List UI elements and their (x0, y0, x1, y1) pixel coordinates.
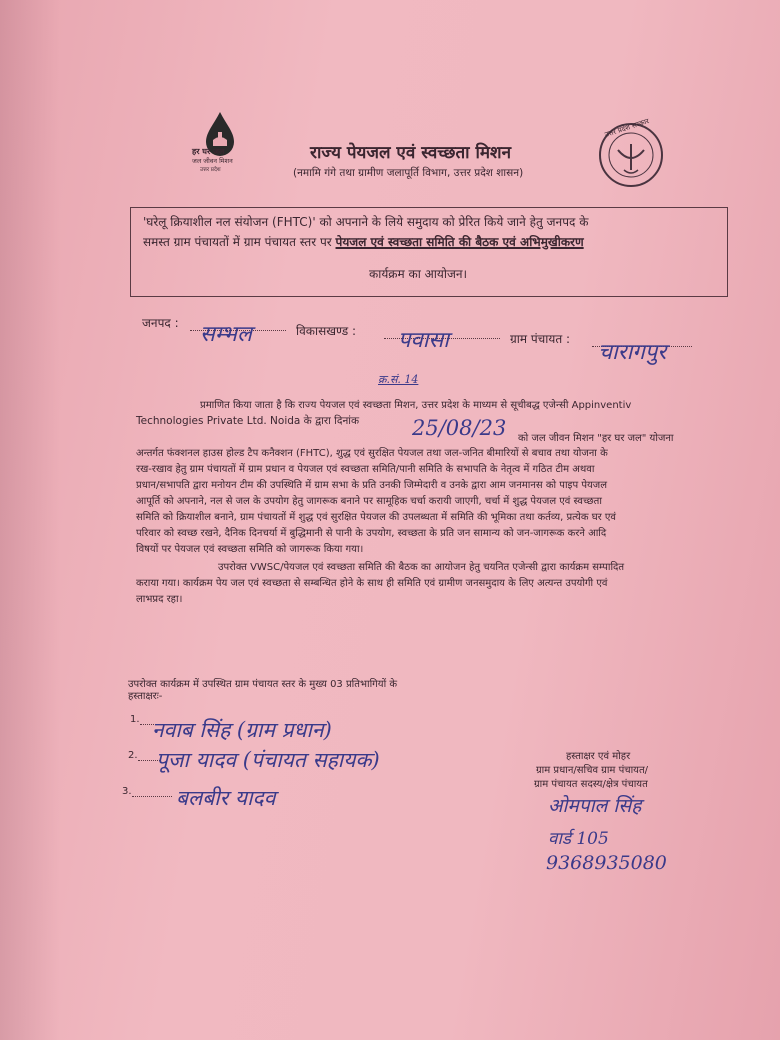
participant-signature-2: पूजा यादव (पंचायत सहायक) (156, 748, 380, 772)
participant-number-2: 2. (128, 750, 138, 761)
serial-mark: क्र.सं. 14 (378, 373, 419, 386)
subject-box (130, 207, 728, 297)
body-line-11: कराया गया। कार्यक्रम पेय जल एवं स्वच्छता से सम्बन्धित होने के साथ ही समिति एवं ग्रामीण जनसमुदाय के लिए अत्यन्त उपयोगी एवं (136, 578, 608, 589)
body-line-1: प्रमाणित किया जाता है कि राज्य पेयजल एवं स्वच्छता मिशन, उत्तर प्रदेश के माध्यम से सूचीबद्ध एजेन्सी Appinventiv (200, 400, 632, 411)
authority-phone: 9368935080 (546, 852, 667, 874)
district-label: जनपद : (142, 316, 179, 330)
body-line-9: विषयों पर पेयजल एवं स्वच्छता समिति को जागरूक किया गया। (136, 544, 364, 555)
event-date: 25/08/23 (412, 416, 507, 440)
authority-line-2: ग्राम प्रधान/सचिव ग्राम पंचायत/ (536, 765, 649, 776)
body-line-5: प्रधान/सभापति द्वारा मनोयन टीम की उपस्थिति में ग्राम सभा के प्रति उनकी जिम्मेदारी व उनके द्वारा आम जनमानस को पाइप पेयजल (136, 480, 608, 491)
logo-caption-2: जल जीवन मिशन (192, 157, 233, 165)
document-subtitle: (नमामि गंगे तथा ग्रामीण जलापूर्ति विभाग, उत्तर प्रदेश शासन) (293, 167, 524, 179)
participant-line-3 (132, 796, 172, 797)
block-label: विकासखण्ड : (296, 324, 357, 338)
subject-line-1: 'घरेलू क्रियाशील नल संयोजन (FHTC)' को अपनाने के लिये समुदाय को प्रेरित किये जाने हेतु जनपद के (143, 215, 589, 229)
participants-intro-1: उपरोक्त कार्यक्रम में उपस्थित ग्राम पंचायत स्तर के मुख्य 03 प्रतिभागियों के (128, 679, 398, 690)
participant-signature-3: बलबीर यादव (176, 786, 276, 810)
body-line-2 (136, 414, 359, 428)
subject-line-2-a: समस्त ग्राम पंचायतों में ग्राम पंचायत स्तर पर (143, 235, 336, 249)
document-title: राज्य पेयजल एवं स्वच्छता मिशन (310, 143, 512, 163)
body-line-7: समिति को क्रियाशील बनाने, ग्राम पंचायतों में शुद्ध एवं सुरक्षित पेयजल की उपलब्धता में समिति की भूमिका तथा कर्तव्य, प्रत्येक घर एवं (136, 512, 616, 523)
authority-line-3: ग्राम पंचायत सदस्य/क्षेत्र पंचायत (534, 779, 648, 790)
subject-line-3: कार्यक्रम का आयोजन। (369, 267, 468, 281)
subject-line-2-underlined: पेयजल एवं स्वच्छता समिति की बैठक एवं अभिमुखीकरण (335, 235, 584, 249)
participant-number-1: 1. (130, 714, 140, 725)
logo-caption-1: हर घर जल (192, 147, 225, 156)
body-line-2-a: Technologies Private Ltd. Noida के द्वारा दिनांक (136, 415, 360, 427)
block-value: पवासा (398, 328, 449, 353)
gp-label: ग्राम पंचायत : (510, 332, 571, 346)
body-line-6: आपूर्ति को अपनाने, नल से जल के उपयोग हेतु जागरूक बनाने पर सामूहिक चर्चा करायी जाएगी, चर्चा में शुद्ध पेयजल एवं स्वच्छता (136, 496, 602, 507)
logo-caption-3: उत्तर प्रदेश (200, 167, 221, 173)
subject-line-2 (137, 232, 590, 252)
participant-number-3: 3. (122, 786, 132, 797)
body-line-4: रख-रखाव हेतु ग्राम पंचायतों में ग्राम प्रधान व पेयजल एवं स्वच्छता समिति/पानी समिति के सभापति के नेतृत्व में गठित टीम अथवा (136, 464, 595, 475)
body-line-10: उपरोक्त VWSC/पेयजल एवं स्वच्छता समिति की बैठक का आयोजन हेतु चयनित एजेन्सी द्वारा कार्यक्रम सम्पादित (218, 562, 625, 573)
participants-intro-2: हस्ताक्षरः- (128, 691, 163, 702)
body-line-3: अन्तर्गत फंक्शनल हाउस होल्ड टैप कनैक्शन (FHTC), शुद्ध एवं सुरक्षित पेयजल तथा जल-जनित बीमारियों से बचाव तथा योजना के (136, 448, 608, 459)
authority-line-1: हस्ताक्षर एवं मोहर (566, 751, 631, 762)
authority-ward: वार्ड 105 (548, 829, 609, 849)
body-line-8: परिवार को स्वच्छ रखने, दैनिक दिनचर्या में बुद्धिमानी से पानी के उपयोग, स्वच्छता के प्रति जन सामान्य को जन-जागरूक करने आदि (136, 528, 607, 539)
authority-signature: ओमपाल सिंह (548, 795, 642, 817)
seal-text: उत्तर प्रदेश सरकार (603, 117, 651, 139)
district-value: सम्भल (200, 322, 252, 347)
participant-signature-1: नवाब सिंह (ग्राम प्रधान) (152, 718, 332, 742)
body-line-12: लाभप्रद रहा। (136, 594, 183, 605)
gp-value: चारागपुर (598, 340, 667, 365)
body-line-2-b: को जल जीवन मिशन "हर घर जल" योजना (518, 433, 674, 444)
